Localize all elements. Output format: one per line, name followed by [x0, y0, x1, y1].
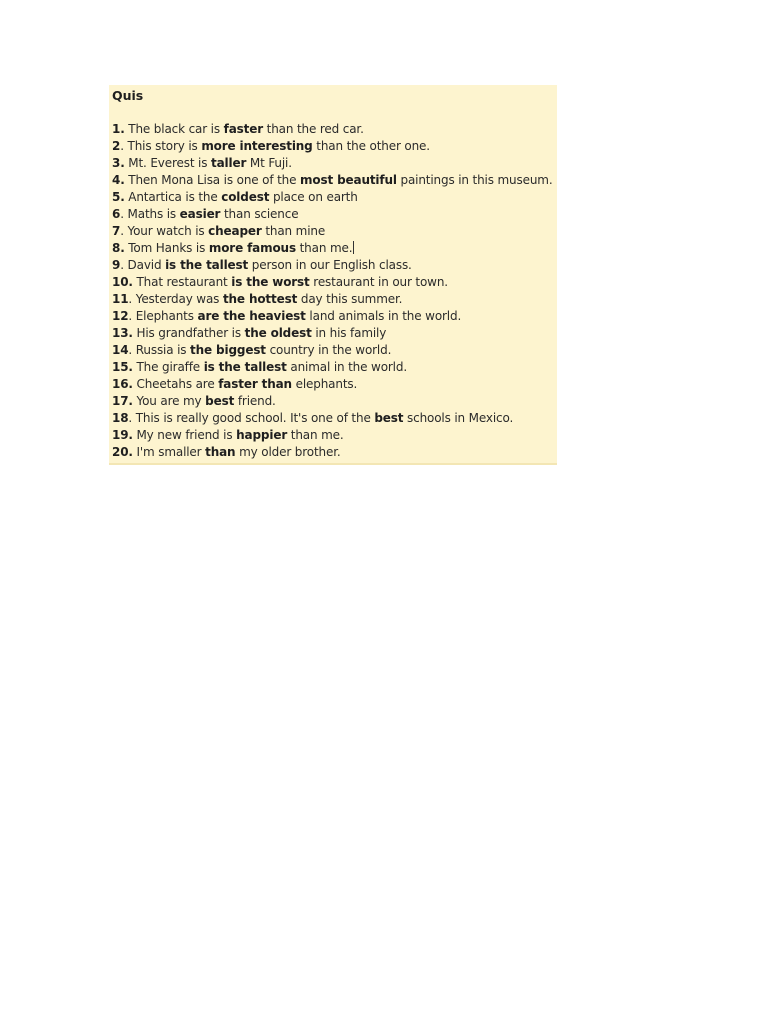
item-text: land animals in the world. [305, 309, 462, 323]
item-text: Then Mona Lisa is one of the [124, 173, 301, 187]
item-text: You are my [132, 394, 206, 408]
item-text: . Maths is [120, 207, 180, 221]
item-text: . Your watch is [120, 224, 209, 238]
item-number: 4. [112, 173, 125, 187]
item-text: place on earth [269, 190, 358, 204]
item-number: 13. [112, 326, 133, 340]
item-text: . Elephants [128, 309, 198, 323]
item-text: elephants. [291, 377, 358, 391]
quiz-item [112, 206, 557, 223]
item-number: 9 [112, 258, 121, 272]
quiz-box [109, 85, 557, 465]
item-number: 5. [112, 190, 125, 204]
item-text: than mine [261, 224, 326, 238]
item-text: than me. [295, 241, 353, 255]
item-answer: is the tallest [203, 360, 287, 374]
quiz-item [112, 291, 557, 308]
item-answer: most beautiful [300, 173, 397, 187]
quiz-item [112, 172, 557, 189]
item-text: Cheetahs are [132, 377, 219, 391]
quiz-item [112, 189, 557, 206]
item-answer: more interesting [201, 139, 313, 153]
item-text: friend. [234, 394, 276, 408]
item-text: That restaurant [132, 275, 232, 289]
item-answer: the biggest [190, 343, 266, 357]
quiz-item [112, 359, 557, 376]
quiz-title: Quis [112, 88, 144, 103]
item-number: 1. [112, 122, 125, 136]
item-text: . This is really good school. It's one of the [128, 411, 375, 425]
quiz-item [112, 427, 557, 444]
item-answer: best [205, 394, 235, 408]
item-number: 12 [112, 309, 129, 323]
item-answer: taller [211, 156, 247, 170]
item-text: Mt Fuji. [246, 156, 292, 170]
quiz-item [112, 376, 557, 393]
item-text: animal in the world. [286, 360, 407, 374]
item-number: 16. [112, 377, 133, 391]
item-text: my older brother. [235, 445, 341, 459]
item-text: day this summer. [297, 292, 403, 306]
quiz-item [112, 274, 557, 291]
item-text: Tom Hanks is [124, 241, 209, 255]
item-number: 3. [112, 156, 125, 170]
item-number: 11 [112, 292, 129, 306]
quiz-item [112, 240, 557, 257]
item-text: in his family [311, 326, 387, 340]
item-answer: faster [223, 122, 263, 136]
item-text: . Yesterday was [128, 292, 223, 306]
item-text: Mt. Everest is [124, 156, 212, 170]
item-number: 15. [112, 360, 133, 374]
item-answer: are the heaviest [197, 309, 306, 323]
item-answer: is the tallest [165, 258, 249, 272]
item-answer: easier [179, 207, 221, 221]
item-text: . This story is [120, 139, 202, 153]
quiz-item [112, 138, 557, 155]
quiz-item [112, 444, 557, 461]
item-text: person in our English class. [248, 258, 412, 272]
item-text: Antartica is the [124, 190, 222, 204]
item-text: paintings in this museum. [396, 173, 553, 187]
item-text: than the red car. [262, 122, 364, 136]
item-number: 20. [112, 445, 133, 459]
item-answer: more famous [208, 241, 296, 255]
item-answer: than [205, 445, 236, 459]
item-number: 2 [112, 139, 121, 153]
item-answer: happier [236, 428, 288, 442]
item-number: 19. [112, 428, 133, 442]
item-answer: faster than [218, 377, 292, 391]
item-text: The giraffe [132, 360, 204, 374]
item-answer: the oldest [244, 326, 312, 340]
item-text: country in the world. [265, 343, 392, 357]
item-answer: cheaper [208, 224, 262, 238]
item-number: 6 [112, 207, 121, 221]
quiz-item [112, 257, 557, 274]
item-number: 8. [112, 241, 125, 255]
quiz-item [112, 155, 557, 172]
item-text: schools in Mexico. [403, 411, 514, 425]
quiz-item [112, 393, 557, 410]
quiz-item [112, 223, 557, 240]
item-answer: is the worst [231, 275, 310, 289]
item-number: 7 [112, 224, 121, 238]
item-answer: the hottest [222, 292, 298, 306]
item-text: . Russia is [128, 343, 191, 357]
item-text: The black car is [124, 122, 224, 136]
quiz-list [112, 121, 557, 461]
item-text: His grandfather is [132, 326, 245, 340]
text-cursor [353, 241, 354, 254]
item-text: I'm smaller [132, 445, 206, 459]
item-text: than me. [287, 428, 344, 442]
item-number: 17. [112, 394, 133, 408]
quiz-item [112, 121, 557, 138]
item-text: My new friend is [132, 428, 237, 442]
item-text: . David [120, 258, 166, 272]
item-text: restaurant in our town. [309, 275, 448, 289]
quiz-item [112, 308, 557, 325]
item-text: than science [220, 207, 299, 221]
item-answer: coldest [221, 190, 270, 204]
item-number: 18 [112, 411, 129, 425]
item-number: 14 [112, 343, 129, 357]
item-number: 10. [112, 275, 133, 289]
quiz-item [112, 342, 557, 359]
item-answer: best [374, 411, 404, 425]
item-text: than the other one. [312, 139, 430, 153]
quiz-item [112, 410, 557, 427]
quiz-item [112, 325, 557, 342]
